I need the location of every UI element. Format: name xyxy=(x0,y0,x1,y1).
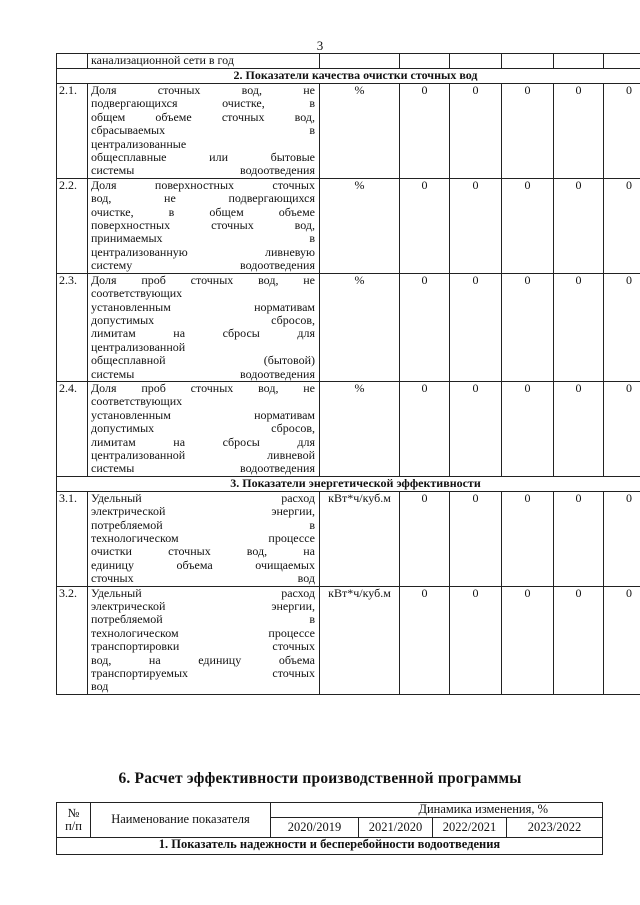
empty-cell xyxy=(450,54,502,69)
row-name-line: системы водоотведения xyxy=(91,461,315,476)
empty-cell xyxy=(554,54,604,69)
row-value: 0 xyxy=(604,586,640,694)
row-name-line: вод xyxy=(91,679,109,694)
row-name-line: электрической энергии, xyxy=(91,599,315,614)
section-row: 1. Показатель надежности и бесперебойности водоотведения xyxy=(57,838,603,855)
row-value: 0 xyxy=(502,84,554,179)
row-name-line: централизованной ливневой xyxy=(91,447,315,462)
year-header: 2021/2020 xyxy=(359,818,433,838)
row-name-line: потребляемой в xyxy=(91,612,315,627)
row-value: 0 xyxy=(450,178,502,273)
indicators-table xyxy=(56,53,640,695)
row-name-line: Доля проб сточных вод, не xyxy=(91,380,315,395)
row-value: 0 xyxy=(502,491,554,586)
row-value: 0 xyxy=(450,84,502,179)
row-value: 0 xyxy=(604,491,640,586)
row-value: 0 xyxy=(604,178,640,273)
row-name-line: сточных вод xyxy=(91,571,315,586)
row-value: 0 xyxy=(554,586,604,694)
row-value: 0 xyxy=(450,273,502,381)
row-name-line: соответствующих xyxy=(91,286,183,301)
row-name-line: электрической энергии, xyxy=(91,504,315,519)
row-name-line: потребляемой в xyxy=(91,517,315,532)
row-name xyxy=(88,491,320,586)
row-name-line: технологическом процессе xyxy=(91,531,315,545)
row-name-line: соответствующих xyxy=(91,394,183,409)
row-value: 0 xyxy=(450,381,502,476)
row-name-line: единицу объема очищаемых xyxy=(91,557,315,572)
row-value: 0 xyxy=(554,84,604,179)
empty-cell xyxy=(604,54,640,69)
row-name-line: Удельный расход xyxy=(91,490,315,505)
row-unit: кВт*ч/куб.м xyxy=(320,586,400,694)
row-name-line: общем объеме сточных вод, xyxy=(91,109,315,124)
row-name-line: подвергающихся очистке, в xyxy=(91,96,315,111)
row-name-line: централизованной xyxy=(91,339,186,354)
row-value: 0 xyxy=(502,273,554,381)
row-unit: % xyxy=(320,381,400,476)
row-value: 0 xyxy=(400,178,450,273)
table-row xyxy=(57,381,640,476)
row-name-line: очистке, в общем объеме xyxy=(91,204,315,219)
row-value: 0 xyxy=(604,381,640,476)
row-name-line: допустимых сбросов, xyxy=(91,312,315,327)
row-name: канализационной сети в год xyxy=(88,54,320,69)
row-value: 0 xyxy=(554,381,604,476)
row-number: 2.3. xyxy=(57,273,88,381)
row-value: 0 xyxy=(502,586,554,694)
row-value: 0 xyxy=(400,586,450,694)
row-value: 0 xyxy=(400,491,450,586)
year-header: 2020/2019 xyxy=(271,818,359,838)
row-name-line: установленным нормативам xyxy=(91,299,315,314)
efficiency-table xyxy=(56,802,603,855)
row-number: 3.1. xyxy=(57,491,88,586)
row-name-line: принимаемых в xyxy=(91,231,315,246)
row-number xyxy=(57,54,88,69)
row-name xyxy=(88,273,320,381)
table-row xyxy=(57,491,640,586)
row-value: 0 xyxy=(604,273,640,381)
row-name-line: транспортируемых сточных xyxy=(91,666,315,681)
row-name-line: системы водоотведения xyxy=(91,163,315,178)
row-name-line: Доля сточных вод, не xyxy=(91,83,315,97)
dynamics-header: Динамика изменения, % xyxy=(271,803,603,818)
row-name xyxy=(88,381,320,476)
row-name-line: Доля поверхностных сточных xyxy=(91,177,315,192)
row-name-line: сбрасываемых в xyxy=(91,123,315,138)
row-value: 0 xyxy=(450,586,502,694)
row-name xyxy=(88,84,320,179)
table-row xyxy=(57,84,640,179)
row-value: 0 xyxy=(604,84,640,179)
row-unit: % xyxy=(320,273,400,381)
row-name-line: Удельный расход xyxy=(91,585,315,600)
row-name-line: системы водоотведения xyxy=(91,366,315,381)
row-number: 2.2. xyxy=(57,178,88,273)
table-row xyxy=(57,54,640,69)
empty-cell xyxy=(320,54,400,69)
row-number: 3.2. xyxy=(57,586,88,694)
row-value: 0 xyxy=(554,273,604,381)
row-name-line: поверхностных сточных вод, xyxy=(91,218,315,233)
row-value: 0 xyxy=(400,84,450,179)
table-row xyxy=(57,178,640,273)
row-unit: % xyxy=(320,84,400,179)
row-name-line: общесплавные или бытовые xyxy=(91,150,315,165)
row-name-line: вод, не подвергающихся xyxy=(91,191,315,206)
row-value: 0 xyxy=(400,381,450,476)
section-title: 3. Показатели энергетической эффективности xyxy=(57,476,640,491)
row-name-line: вод, на единицу объема xyxy=(91,652,315,667)
row-name-line: очистки сточных вод, на xyxy=(91,544,315,559)
row-name-line: допустимых сбросов, xyxy=(91,421,315,436)
row-name-line: централизованные xyxy=(91,136,187,151)
row-number: 2.1. xyxy=(57,84,88,179)
row-name-line: общесплавной (бытовой) xyxy=(91,353,315,368)
year-header: 2022/2021 xyxy=(433,818,507,838)
col-number-header: № п/п xyxy=(57,803,91,838)
row-value: 0 xyxy=(450,491,502,586)
section-row xyxy=(57,69,640,84)
empty-cell xyxy=(400,54,450,69)
row-value: 0 xyxy=(502,178,554,273)
section-6-heading: 6. Расчет эффективности производственной программы xyxy=(118,770,522,787)
row-name-line: систему водоотведения xyxy=(91,258,315,273)
year-header: 2023/2022 xyxy=(507,818,603,838)
row-unit: % xyxy=(320,178,400,273)
row-name-line: установленным нормативам xyxy=(91,407,315,422)
row-unit: кВт*ч/куб.м xyxy=(320,491,400,586)
row-value: 0 xyxy=(554,491,604,586)
table-row xyxy=(57,586,640,694)
page-number: 3 xyxy=(316,38,324,53)
row-name-line: транспортировки сточных xyxy=(91,639,315,654)
section-row xyxy=(57,476,640,491)
row-name xyxy=(88,586,320,694)
row-name-line: лимитам на сбросы для xyxy=(91,434,315,449)
row-name-line: Доля проб сточных вод, не xyxy=(91,272,315,287)
row-value: 0 xyxy=(502,381,554,476)
row-name xyxy=(88,178,320,273)
section-title: 2. Показатели качества очистки сточных вод xyxy=(57,69,640,84)
col-name-header: Наименование показателя xyxy=(91,803,271,838)
row-name-line: технологическом процессе xyxy=(91,625,315,640)
row-number: 2.4. xyxy=(57,381,88,476)
empty-cell xyxy=(502,54,554,69)
table-row xyxy=(57,273,640,381)
row-name-line: централизованную ливневую xyxy=(91,244,315,259)
row-value: 0 xyxy=(554,178,604,273)
row-name-line: лимитам на сбросы для xyxy=(91,326,315,341)
row-value: 0 xyxy=(400,273,450,381)
